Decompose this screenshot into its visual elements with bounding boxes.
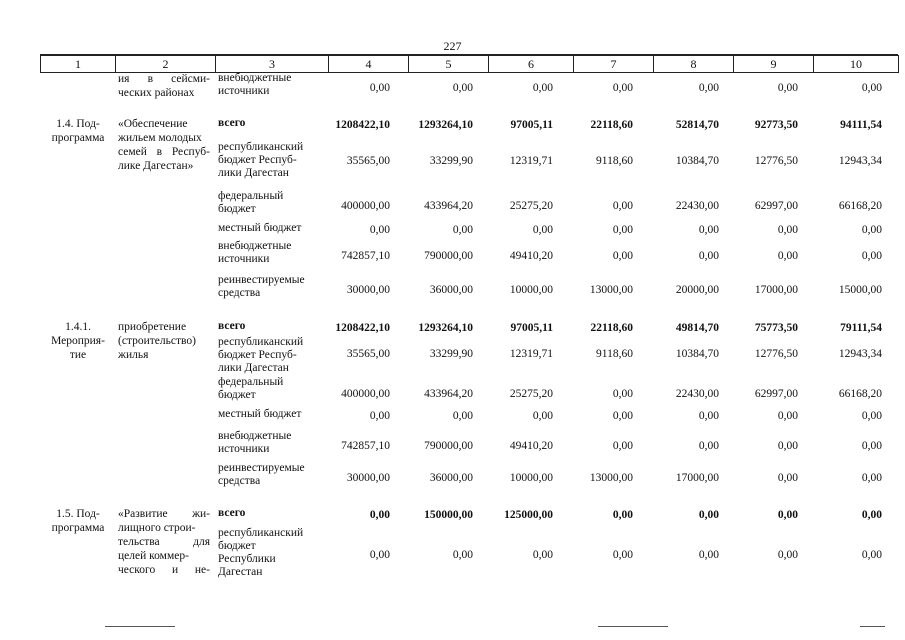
value-col-7: 22118,60	[590, 119, 633, 131]
funding-source	[218, 72, 330, 98]
value-col-6: 0,00	[532, 82, 553, 94]
funding-source	[218, 240, 330, 266]
value-col-8: 22430,00	[675, 388, 719, 400]
program-number	[44, 507, 112, 535]
value-col-10: 79111,54	[840, 322, 882, 334]
funding-source	[218, 430, 330, 456]
value-col-7: 22118,60	[590, 322, 633, 334]
program-name-line: целей коммер-	[118, 550, 189, 562]
program-name-line: приобретение	[118, 321, 187, 333]
funding-source	[218, 190, 330, 216]
value-col-9: 62997,00	[754, 388, 798, 400]
funding-source-line: республиканский	[218, 141, 304, 153]
value-col-5: 36000,00	[429, 472, 473, 484]
program-number-line: Мероприя-	[51, 335, 105, 347]
value-col-6: 0,00	[532, 224, 553, 236]
value-col-5: 33299,90	[429, 155, 473, 167]
value-col-10: 0,00	[861, 82, 882, 94]
value-col-10: 0,00	[861, 250, 882, 262]
program-name-line: ия в сейсми-	[118, 73, 210, 85]
scan-artifact-line	[860, 626, 885, 627]
value-col-4: 400000,00	[341, 200, 390, 212]
value-col-7: 9118,60	[596, 348, 633, 360]
value-col-10: 0,00	[861, 509, 882, 521]
program-number-line: 1.4.1.	[65, 321, 91, 333]
value-col-8: 10384,70	[675, 155, 719, 167]
program-name-line: жильем молодых	[118, 132, 202, 144]
value-col-10: 0,00	[861, 472, 882, 484]
funding-source-line: источники	[218, 85, 270, 97]
value-col-9: 12776,50	[754, 348, 798, 360]
value-col-10: 94111,54	[840, 119, 882, 131]
funding-source-line: всего	[218, 117, 246, 129]
funding-source	[218, 320, 330, 333]
value-col-7: 13000,00	[589, 472, 633, 484]
header-col-7: 7	[574, 56, 654, 73]
value-col-5: 1293264,10	[418, 119, 473, 131]
program-name-line: «Развитие жи-	[118, 508, 210, 520]
value-col-5: 433964,20	[424, 388, 473, 400]
value-col-8: 17000,00	[675, 472, 719, 484]
funding-source-line: бюджет	[218, 540, 256, 552]
value-col-7: 9118,60	[596, 155, 633, 167]
funding-source-line: внебюджетные	[218, 240, 292, 252]
value-col-6: 25275,20	[509, 388, 553, 400]
value-col-10: 0,00	[861, 410, 882, 422]
value-col-5: 433964,20	[424, 200, 473, 212]
scan-artifact-line	[598, 626, 668, 627]
value-col-6: 49410,20	[509, 250, 553, 262]
value-col-9: 75773,50	[754, 322, 798, 334]
value-col-6: 12319,71	[509, 155, 553, 167]
value-col-4: 0,00	[369, 549, 390, 561]
funding-source	[218, 141, 330, 180]
value-col-5: 0,00	[452, 224, 473, 236]
value-col-6: 10000,00	[509, 284, 553, 296]
program-name-line: ческого и не-	[118, 564, 210, 576]
funding-source-line: местный бюджет	[218, 222, 302, 234]
funding-source	[218, 462, 330, 488]
value-col-5: 790000,00	[424, 250, 473, 262]
funding-source-line: внебюджетные	[218, 72, 292, 84]
program-name	[118, 72, 210, 100]
value-col-8: 22430,00	[675, 200, 719, 212]
value-col-5: 150000,00	[424, 509, 473, 521]
value-col-7: 0,00	[612, 82, 633, 94]
value-col-9: 0,00	[777, 250, 798, 262]
program-name-line: лике Дагестан»	[118, 160, 194, 172]
value-col-10: 0,00	[861, 440, 882, 452]
value-col-8: 0,00	[698, 224, 719, 236]
value-col-8: 10384,70	[675, 348, 719, 360]
value-col-5: 0,00	[452, 82, 473, 94]
value-col-6: 10000,00	[509, 472, 553, 484]
value-col-6: 0,00	[532, 549, 553, 561]
funding-source-line: реинвестируемые	[218, 462, 305, 474]
value-col-7: 0,00	[612, 250, 633, 262]
value-col-9: 12776,50	[754, 155, 798, 167]
funding-source-line: местный бюджет	[218, 408, 302, 420]
value-col-6: 97005,11	[510, 322, 553, 334]
program-name-line: тельства для	[118, 536, 210, 548]
column-header-row	[40, 55, 899, 73]
value-col-10: 66168,20	[838, 388, 882, 400]
funding-source	[218, 274, 330, 300]
value-col-9: 62997,00	[754, 200, 798, 212]
value-col-9: 0,00	[777, 224, 798, 236]
value-col-10: 12943,34	[838, 155, 882, 167]
funding-source	[218, 507, 330, 520]
value-col-9: 17000,00	[754, 284, 798, 296]
header-col-1: 1	[41, 56, 116, 73]
value-col-9: 92773,50	[754, 119, 798, 131]
header-col-6: 6	[489, 56, 574, 73]
value-col-9: 0,00	[777, 410, 798, 422]
funding-source-line: всего	[218, 320, 246, 332]
funding-source-line: бюджет Респуб-	[218, 349, 297, 361]
scan-artifact-line	[105, 626, 175, 627]
program-name	[118, 320, 210, 362]
value-col-10: 12943,34	[838, 348, 882, 360]
value-col-8: 52814,70	[675, 119, 719, 131]
value-col-7: 0,00	[612, 440, 633, 452]
value-col-4: 742857,10	[341, 440, 390, 452]
value-col-8: 0,00	[698, 250, 719, 262]
value-col-9: 0,00	[777, 509, 798, 521]
funding-source-line: всего	[218, 507, 246, 519]
funding-source-line: Дагестан	[218, 566, 263, 578]
value-col-9: 0,00	[777, 472, 798, 484]
value-col-7: 0,00	[612, 200, 633, 212]
value-col-9: 0,00	[777, 440, 798, 452]
program-number-line: программа	[51, 522, 105, 534]
value-col-9: 0,00	[777, 82, 798, 94]
value-col-6: 25275,20	[509, 200, 553, 212]
funding-source-line: республиканский	[218, 527, 304, 539]
value-col-10: 0,00	[861, 549, 882, 561]
program-number-line: тие	[69, 349, 87, 361]
value-col-4: 400000,00	[341, 388, 390, 400]
value-col-4: 742857,10	[341, 250, 390, 262]
funding-source-line: реинвестируемые	[218, 274, 305, 286]
value-col-10: 0,00	[861, 224, 882, 236]
funding-source	[218, 376, 330, 402]
program-name-line: «Обеспечение	[118, 118, 188, 130]
value-col-4: 0,00	[369, 224, 390, 236]
funding-source-line: источники	[218, 443, 270, 455]
program-number	[44, 320, 112, 362]
value-col-8: 0,00	[698, 82, 719, 94]
program-name-line: (строительство)	[118, 335, 196, 347]
funding-source-line: лики Дагестан	[218, 362, 289, 374]
value-col-4: 30000,00	[346, 284, 390, 296]
header-col-2: 2	[116, 56, 216, 73]
value-col-5: 1293264,10	[418, 322, 473, 334]
value-col-4: 35565,00	[346, 348, 390, 360]
program-number-line: 1.5. Под-	[56, 508, 100, 520]
funding-source	[218, 408, 330, 421]
header-col-10: 10	[814, 56, 899, 73]
value-col-5: 790000,00	[424, 440, 473, 452]
value-col-8: 20000,00	[675, 284, 719, 296]
header-col-9: 9	[734, 56, 814, 73]
program-name-line: ческих районах	[118, 87, 195, 99]
program-name-line: жилья	[118, 349, 149, 361]
value-col-8: 0,00	[698, 549, 719, 561]
value-col-4: 1208422,10	[335, 322, 390, 334]
value-col-10: 15000,00	[838, 284, 882, 296]
value-col-4: 0,00	[369, 82, 390, 94]
value-col-8: 0,00	[698, 440, 719, 452]
funding-source-line: бюджет	[218, 389, 256, 401]
program-name	[118, 507, 210, 577]
funding-source-line: Республики	[218, 553, 276, 565]
program-number-line: 1.4. Под-	[56, 118, 100, 130]
program-name	[118, 117, 210, 173]
value-col-8: 49814,70	[675, 322, 719, 334]
value-col-7: 0,00	[612, 509, 633, 521]
value-col-4: 35565,00	[346, 155, 390, 167]
value-col-4: 30000,00	[346, 472, 390, 484]
value-col-7: 0,00	[612, 224, 633, 236]
value-col-8: 0,00	[698, 509, 719, 521]
value-col-9: 0,00	[777, 549, 798, 561]
value-col-6: 49410,20	[509, 440, 553, 452]
value-col-4: 1208422,10	[335, 119, 390, 131]
value-col-4: 0,00	[369, 509, 390, 521]
value-col-8: 0,00	[698, 410, 719, 422]
funding-source-line: лики Дагестан	[218, 167, 289, 179]
value-col-7: 0,00	[612, 388, 633, 400]
value-col-5: 36000,00	[429, 284, 473, 296]
program-name-line: лищного строи-	[118, 522, 196, 534]
funding-source	[218, 222, 330, 235]
funding-source-line: федеральный	[218, 190, 284, 202]
funding-source-line: бюджет Респуб-	[218, 154, 297, 166]
funding-source-line: республиканский	[218, 336, 304, 348]
header-col-8: 8	[654, 56, 734, 73]
program-name-line: семей в Респуб-	[118, 146, 210, 158]
funding-source-line: средства	[218, 287, 261, 299]
value-col-7: 0,00	[612, 549, 633, 561]
header-col-4: 4	[329, 56, 409, 73]
value-col-7: 13000,00	[589, 284, 633, 296]
table-body	[0, 72, 905, 640]
funding-source-line: внебюджетные	[218, 430, 292, 442]
funding-source	[218, 527, 330, 579]
value-col-6: 0,00	[532, 410, 553, 422]
funding-source-line: бюджет	[218, 203, 256, 215]
value-col-5: 0,00	[452, 549, 473, 561]
value-col-10: 66168,20	[838, 200, 882, 212]
program-number	[44, 117, 112, 145]
value-col-4: 0,00	[369, 410, 390, 422]
value-col-7: 0,00	[612, 410, 633, 422]
value-col-6: 125000,00	[504, 509, 553, 521]
funding-source	[218, 117, 330, 130]
funding-source	[218, 336, 330, 375]
page-number: 227	[443, 39, 462, 53]
value-col-5: 0,00	[452, 410, 473, 422]
value-col-6: 12319,71	[509, 348, 553, 360]
funding-source-line: федеральный	[218, 376, 284, 388]
program-number-line: программа	[51, 132, 105, 144]
header-col-5: 5	[409, 56, 489, 73]
funding-source-line: источники	[218, 253, 270, 265]
value-col-6: 97005,11	[510, 119, 553, 131]
header-col-3: 3	[216, 56, 329, 73]
funding-source-line: средства	[218, 475, 261, 487]
value-col-5: 33299,90	[429, 348, 473, 360]
